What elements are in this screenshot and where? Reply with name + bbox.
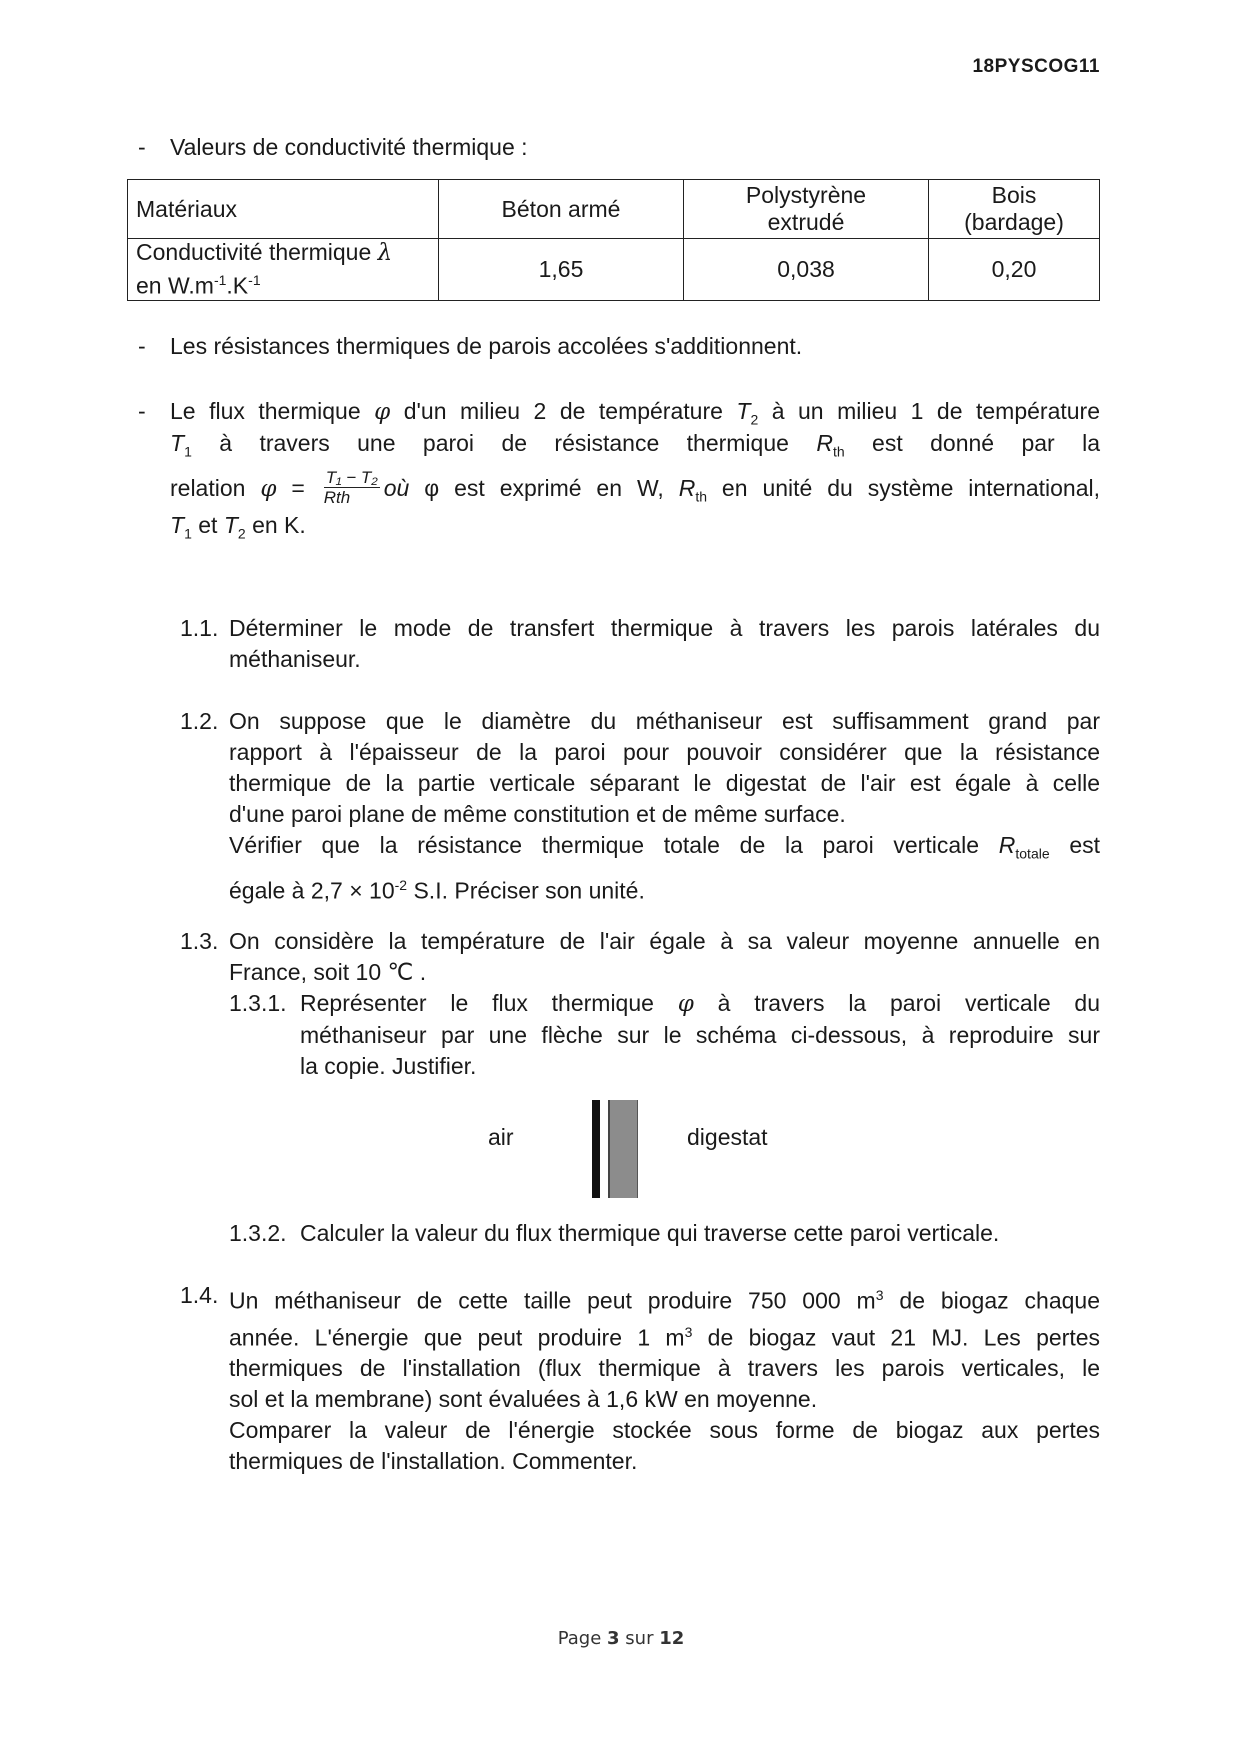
question-1-1: [180, 613, 1100, 675]
value-bois: 0,20: [929, 239, 1100, 301]
q1-2-line-5: Vérifier que la résistance thermique totale de la paroi verticale $R_{totale}$ est: [229, 832, 1101, 862]
question-1-3: [180, 926, 1100, 988]
diagram-air-label: air: [488, 1124, 514, 1150]
question-number: 1.4.: [180, 1282, 219, 1308]
q1-2-line-3: thermique de la partie verticale séparant le digestat de l'air est égale à celle: [229, 770, 1100, 796]
q1-3-2-text: Calculer la valeur du flux thermique qui traverse cette paroi verticale.: [300, 1220, 1000, 1246]
q1-3-1-line-3: la copie. Justifier.: [300, 1053, 477, 1079]
question-1-2: [180, 706, 1100, 906]
question-number: 1.3.1.: [229, 990, 287, 1016]
q1-4-line-2: année. L'énergie que peut produire 1 $m^3$ de biogaz vaut 21 MJ. Les pertes: [229, 1323, 1100, 1351]
q1-3-1-line-1: Représenter le flux thermique φ à travers la paroi verticale du: [300, 990, 1100, 1017]
header-beton: Béton armé: [439, 180, 684, 239]
q1-2-line-2: rapport à l'épaisseur de la paroi pour pouvoir considérer que la résistance: [229, 739, 1100, 765]
question-1-3-1: [229, 988, 1100, 1082]
q1-3-line-1: On considère la température de l'air égale à sa valeur moyenne annuelle en: [229, 928, 1100, 954]
document-code: 18PYSCOG11: [972, 56, 1100, 77]
q1-1-line-1: Déterminer le mode de transfert thermique à travers les parois latérales du: [229, 615, 1100, 641]
q1-4-line-4: sol et la membrane) sont évaluées à 1,6 kW en moyenne.: [229, 1386, 818, 1413]
q1-4-line-6: thermiques de l'installation. Commenter.: [229, 1448, 638, 1475]
flux-line-1: Le flux thermique φ d'un milieu 2 de température $T_2$ à un milieu 1 de température: [170, 398, 1101, 428]
q1-2-line-1: On suppose que le diamètre du méthaniseur est suffisamment grand par: [229, 708, 1100, 734]
q1-4-line-5: Comparer la valeur de l'énergie stockée sous forme de biogaz aux pertes: [229, 1417, 1100, 1444]
bullet-resistances: [140, 333, 1100, 363]
table-row: [128, 239, 1100, 301]
q1-4-line-3: thermiques de l'installation (flux thermique à travers les parois verticales, le: [229, 1355, 1100, 1382]
header-materiaux: Matériaux: [128, 180, 439, 239]
conductivity-table: [127, 179, 1100, 301]
flux-line-2: $T_1$ à travers une paroi de résistance thermique $R_{th}$ est donné par la: [170, 430, 1101, 460]
wall-grey-layer: [608, 1100, 638, 1198]
table-header-row: [128, 180, 1100, 239]
q1-3-line-2: France, soit 10 ℃ .: [229, 959, 427, 985]
bullet-dash: -: [138, 398, 146, 424]
header-polystyrene: Polystyrène extrudé: [684, 180, 929, 239]
bullet-conductivity: [140, 134, 1100, 164]
q1-3-1-line-2: méthaniseur par une flèche sur le schéma ci-dessous, à reproduire sur: [300, 1022, 1100, 1048]
diagram-digestat-label: digestat: [687, 1124, 768, 1150]
question-1-3-2: [229, 1218, 1100, 1249]
value-beton: 1,65: [439, 239, 684, 301]
question-1-4: [180, 1280, 1100, 1477]
q1-2-line-4: d'une paroi plane de même constitution et de même surface.: [229, 801, 846, 827]
q1-4-line-1: Un méthaniseur de cette taille peut produire 750 000 $m^3$ de biogaz chaque: [229, 1287, 1100, 1314]
flux-line-3: relation φ = $\frac{\text{T₁ − T₂}}{\text{Rth}}$ où φ est exprimé en W, $R_{th}$ en unité du système international,: [170, 468, 1100, 508]
resistances-text: Les résistances thermiques de parois accolées s'additionnent.: [170, 333, 803, 359]
bullet-dash: -: [138, 333, 146, 359]
question-number: 1.3.2.: [229, 1220, 287, 1246]
flux-line-4: $T_1$ et $T_2$ en K.: [170, 512, 306, 542]
row-label-conductivity: Conductivité thermique λ en $W.m^{-1}.K^{-1}$: [128, 239, 439, 301]
page-footer: Page 3 sur 12: [557, 1628, 685, 1649]
question-number: 1.2.: [180, 708, 219, 734]
header-bois: Bois (bardage): [929, 180, 1100, 239]
question-number: 1.1.: [180, 615, 219, 641]
q1-2-line-6: égale à $2,7 \times 10^{-2}$ S.I. Préciser son unité.: [229, 876, 645, 904]
conductivity-intro-text: Valeurs de conductivité thermique :: [170, 134, 528, 160]
q1-1-line-2: méthaniseur.: [229, 646, 361, 672]
bullet-dash: -: [138, 134, 146, 160]
value-polystyrene: 0,038: [684, 239, 929, 301]
wall-dark-layer: [592, 1100, 600, 1198]
flux-fraction: $\frac{\text{T₁ − T₂}}{\text{Rth}}$: [323, 468, 378, 508]
question-number: 1.3.: [180, 928, 219, 954]
